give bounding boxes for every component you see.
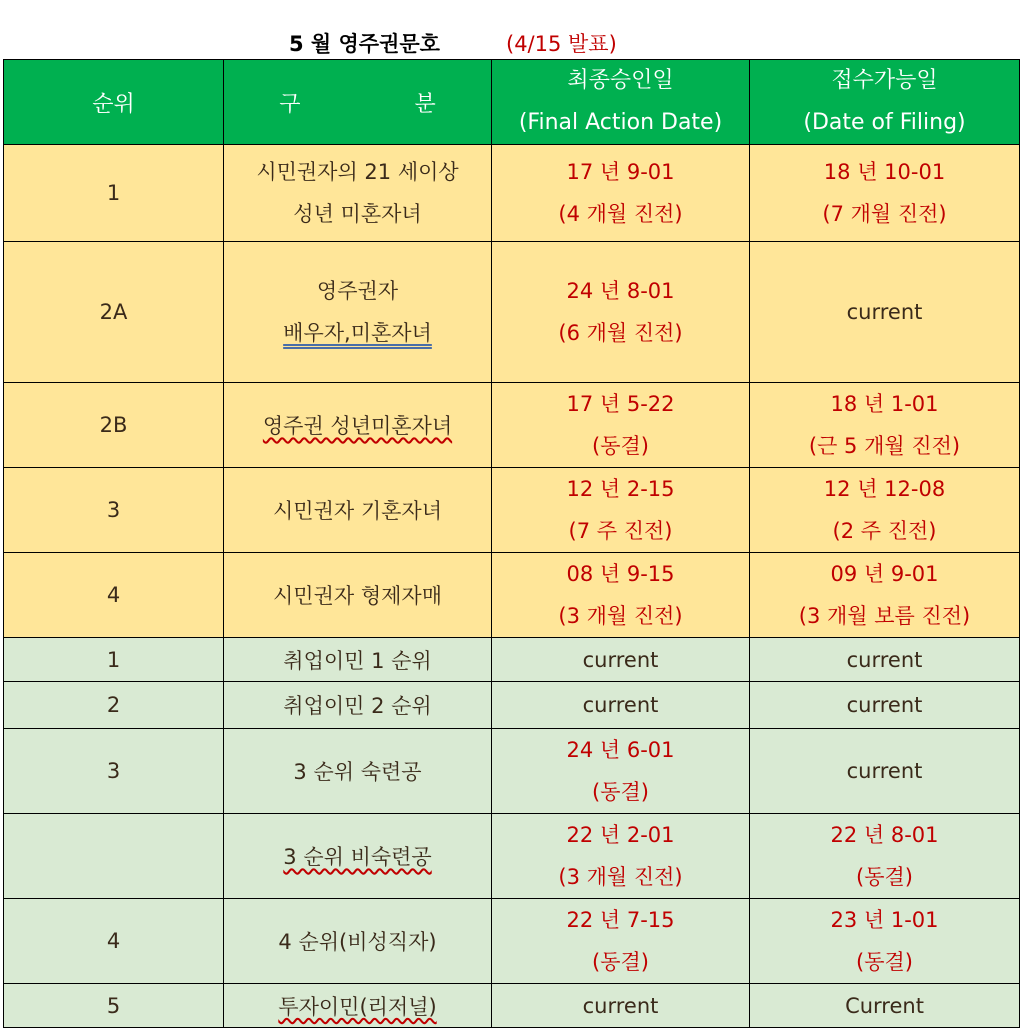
filing-cell: 09 년 9-01 (3 개월 보름 진전) <box>750 553 1020 638</box>
final-action-cell: current <box>492 682 750 729</box>
rank-cell: 5 <box>4 984 224 1028</box>
rank-cell: 2A <box>4 242 224 383</box>
category-cell: 시민권자의 21 세이상 성년 미혼자녀 <box>224 145 492 242</box>
table-row <box>4 145 1020 242</box>
category-cell: 투자이민(리저널) <box>224 984 492 1028</box>
final-action-cell: 12 년 2-15 (7 주 진전) <box>492 468 750 553</box>
rank-cell: 3 <box>4 468 224 553</box>
rank-cell: 4 <box>4 553 224 638</box>
announcement-date: (4/15 발표) <box>506 32 617 56</box>
table-row <box>4 814 1020 899</box>
table-row <box>4 383 1020 468</box>
table-row <box>4 682 1020 729</box>
filing-cell: 23 년 1-01 (동결) <box>750 899 1020 984</box>
rank-cell: 2 <box>4 682 224 729</box>
category-cell: 4 순위(비성직자) <box>224 899 492 984</box>
table-row <box>4 553 1020 638</box>
filing-cell: current <box>750 242 1020 383</box>
final-action-cell: 17 년 9-01 (4 개월 진전) <box>492 145 750 242</box>
final-action-cell: 17 년 5-22 (동결) <box>492 383 750 468</box>
filing-cell: 12 년 12-08 (2 주 진전) <box>750 468 1020 553</box>
table-row <box>4 242 1020 383</box>
header-final-action <box>492 60 750 145</box>
rank-cell: 3 <box>4 729 224 814</box>
category-cell: 영주권 성년미혼자녀 <box>224 383 492 468</box>
category-cell: 3 순위 숙련공 <box>224 729 492 814</box>
table-row <box>4 638 1020 682</box>
category-cell: 시민권자 형제자매 <box>224 553 492 638</box>
filing-cell: current <box>750 682 1020 729</box>
filing-cell: 18 년 10-01 (7 개월 진전) <box>750 145 1020 242</box>
final-action-cell: 22 년 7-15 (동결) <box>492 899 750 984</box>
final-action-cell: 08 년 9-15 (3 개월 진전) <box>492 553 750 638</box>
header-filing-en: (Date of Filing) <box>803 110 966 135</box>
header-row <box>4 60 1020 145</box>
filing-cell: 22 년 8-01 (동결) <box>750 814 1020 899</box>
final-action-cell: 22 년 2-01 (3 개월 진전) <box>492 814 750 899</box>
filing-cell: current <box>750 638 1020 682</box>
rank-cell: 1 <box>4 638 224 682</box>
table-row <box>4 468 1020 553</box>
header-category <box>224 60 492 145</box>
page-title: 5 월 영주권문호 <box>289 32 440 56</box>
category-cell: 취업이민 2 순위 <box>224 682 492 729</box>
visa-bulletin-table <box>3 59 1020 1028</box>
table-row <box>4 984 1020 1028</box>
category-cell: 3 순위 비숙련공 <box>224 814 492 899</box>
header-filing-ko: 접수가능일 <box>831 68 938 93</box>
final-action-cell: current <box>492 984 750 1028</box>
final-action-cell: 24 년 8-01 (6 개월 진전) <box>492 242 750 383</box>
header-category-a: 구 <box>279 91 301 117</box>
rank-cell: 4 <box>4 899 224 984</box>
rank-cell: 2B <box>4 383 224 468</box>
category-cell: 시민권자 기혼자녀 <box>224 468 492 553</box>
rank-cell <box>4 814 224 899</box>
filing-cell: 18 년 1-01 (근 5 개월 진전) <box>750 383 1020 468</box>
filing-cell: Current <box>750 984 1020 1028</box>
category-cell: 취업이민 1 순위 <box>224 638 492 682</box>
header-rank: 순위 <box>4 60 224 145</box>
final-action-cell: 24 년 6-01 (동결) <box>492 729 750 814</box>
table-row <box>4 899 1020 984</box>
filing-cell: current <box>750 729 1020 814</box>
header-filing <box>750 60 1020 145</box>
table-row <box>4 729 1020 814</box>
final-action-cell: current <box>492 638 750 682</box>
header-category-b: 분 <box>414 91 436 117</box>
header-final-action-en: (Final Action Date) <box>518 110 723 135</box>
rank-cell: 1 <box>4 145 224 242</box>
header-final-action-ko: 최종승인일 <box>567 68 674 93</box>
title-bar <box>0 22 1026 58</box>
category-cell: 영주권자 배우자,미혼자녀 <box>224 242 492 383</box>
